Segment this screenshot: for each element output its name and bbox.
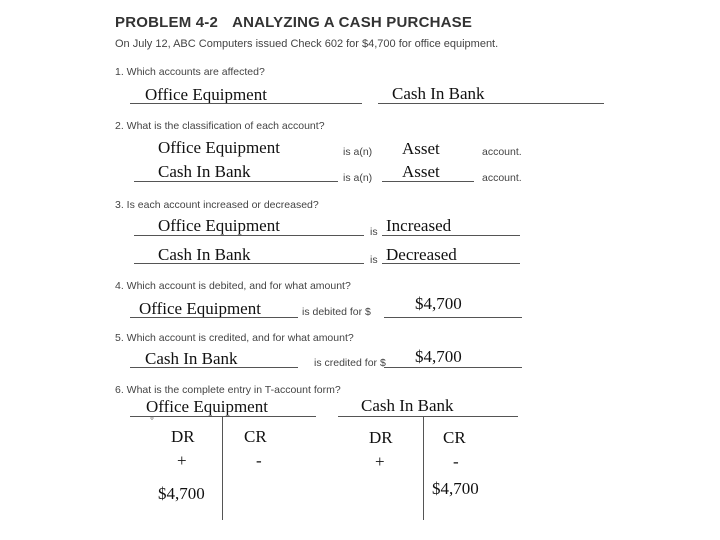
problem-heading: ANALYZING A CASH PURCHASE (232, 14, 473, 31)
t-account-right-title: Cash In Bank (361, 396, 454, 415)
t-account-right-cr-amount: $4,700 (432, 479, 479, 498)
t-account-right-divider (423, 416, 424, 520)
q2-row2-classification: Asset (402, 162, 440, 181)
q2-row1-suffix: account. (482, 146, 522, 158)
question-6: 6. What is the complete entry in T-account form? (115, 384, 341, 396)
problem-intro: On July 12, ABC Computers issued Check 602 for $4,700 for office equipment. (115, 38, 499, 50)
q3-row1-answer-blank (382, 235, 520, 236)
t-account-right-dr-sign: + (375, 452, 385, 471)
q2-row2-is: is a(n) (343, 172, 373, 184)
q3-row1-is: is (370, 226, 378, 238)
question-4: 4. Which account is debited, and for what amount? (115, 280, 351, 292)
t-account-left-dr-sign: + (177, 451, 187, 470)
q2-row2-blank (134, 181, 338, 182)
q5-account-blank (130, 367, 298, 368)
question-2: 2. What is the classification of each account? (115, 120, 325, 132)
q2-row2-account: Cash In Bank (158, 162, 251, 181)
t-account-left-mark: ° (150, 416, 154, 427)
q3-row2-answer: Decreased (386, 245, 457, 264)
t-account-left-top (130, 416, 316, 417)
t-account-right-top (338, 416, 518, 417)
problem-title (115, 14, 472, 31)
t-account-right-cr: CR (443, 428, 466, 447)
q1-right-blank (378, 103, 604, 104)
problem-number: PROBLEM 4-2 (115, 14, 219, 31)
t-account-right-cr-sign: - (453, 452, 459, 471)
question-3: 3. Is each account increased or decreased? (115, 199, 319, 211)
t-account-right-dr: DR (369, 428, 393, 447)
q2-row1-account: Office Equipment (158, 138, 280, 157)
q3-row1-blank (134, 235, 364, 236)
q3-row2-blank (134, 263, 364, 264)
q2-row1-classification: Asset (402, 139, 440, 158)
q2-row1-is: is a(n) (343, 146, 373, 158)
q2-row2-suffix: account. (482, 172, 522, 184)
t-account-left-dr: DR (171, 427, 195, 446)
q3-row2-account: Cash In Bank (158, 245, 251, 264)
q3-row1-answer: Increased (386, 216, 452, 235)
q5-credited-text: is credited for $ (314, 357, 386, 369)
q5-amount-blank (384, 367, 522, 368)
q3-row2-answer-blank (382, 263, 520, 264)
question-1: 1. Which accounts are affected? (115, 66, 265, 78)
t-account-left-divider (222, 416, 223, 520)
q3-row2-is: is (370, 254, 378, 266)
t-account-left-dr-amount: $4,700 (158, 484, 205, 503)
q5-amount: $4,700 (415, 347, 462, 366)
q4-debited-text: is debited for $ (302, 306, 371, 318)
q4-account-blank (130, 317, 298, 318)
q1-answer-right: Cash In Bank (392, 84, 485, 103)
q3-row1-account: Office Equipment (158, 216, 280, 235)
q2-row2-class-blank (382, 181, 474, 182)
q4-account: Office Equipment (139, 299, 261, 318)
t-account-left-cr-sign: - (256, 451, 262, 470)
q4-amount-blank (384, 317, 522, 318)
q5-account: Cash In Bank (145, 349, 238, 368)
q1-left-blank (130, 103, 362, 104)
q4-amount: $4,700 (415, 294, 462, 313)
question-5: 5. Which account is credited, and for what amount? (115, 332, 354, 344)
t-account-left-cr: CR (244, 427, 267, 446)
q1-answer-left: Office Equipment (145, 85, 267, 104)
t-account-left-title: Office Equipment (146, 397, 268, 416)
